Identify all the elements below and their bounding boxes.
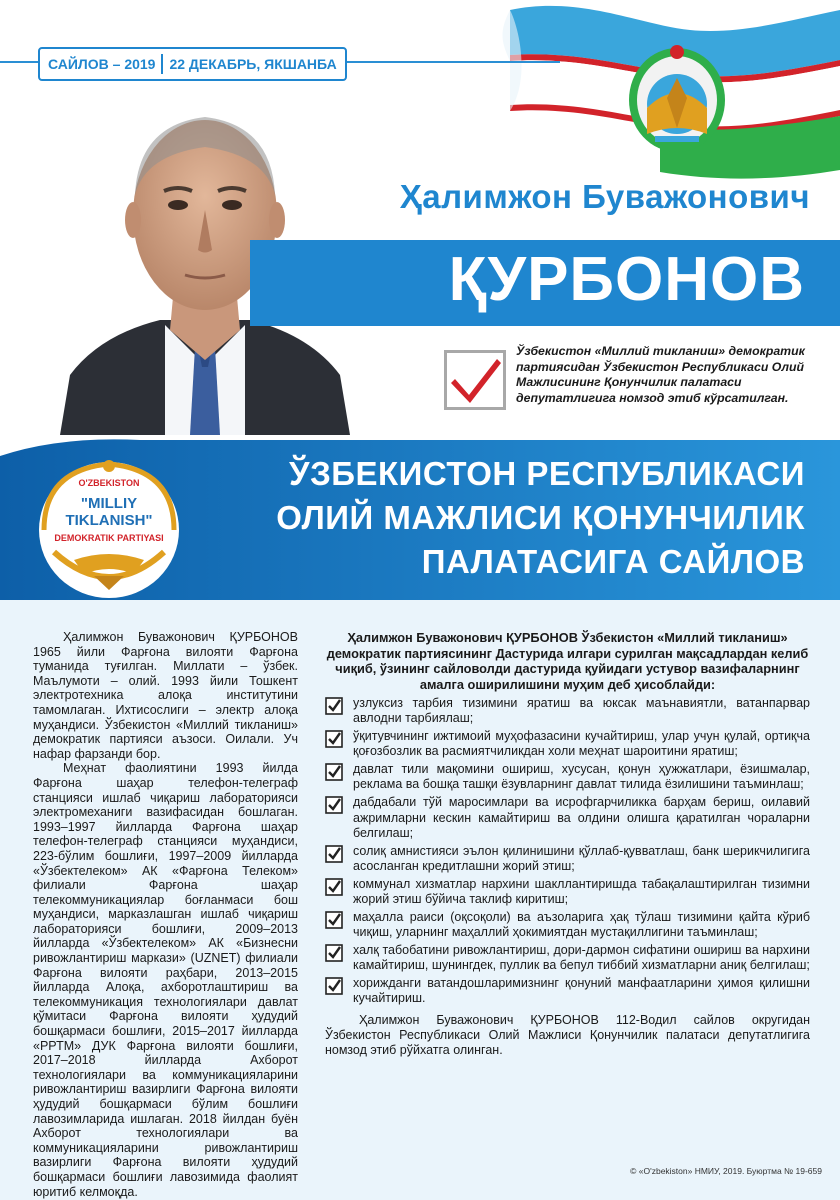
- checkbox-check-icon: [325, 911, 343, 929]
- program-item-text: маҳалла раиси (оқсоқоли) ва аъзоларига ҳақ тўлаш тизимини қайта кўриб чиқиш, уларнинг маҳаллий ҳокимиятдан мустақиллигини таъминлаш;: [353, 909, 810, 940]
- program-item: [325, 844, 810, 875]
- nomination-check-icon: [444, 350, 506, 410]
- checkbox-check-icon: [325, 944, 343, 962]
- program-item-text: хорижданги ватандошларимизнинг қонуний манфаатларини ҳимоя қилишни кучайтириш.: [353, 976, 810, 1006]
- party-logo-line-3: TIKLANISH": [65, 512, 153, 529]
- party-logo-line-2: "MILLIY: [80, 495, 138, 512]
- title-line-2: ОЛИЙ МАЖЛИСИ ҚОНУНЧИЛИК: [276, 499, 805, 536]
- program-intro: Ҳалимжон Буважонович ҚУРБОНОВ Ўзбекистон «Миллий тикланиш» демократик партиясининг Дастурида илгари сурилган мақсадлардан келиб чиқиб, ўзининг сайловолди дастурида қуйидаги устувор вазифаларнинг амалга оширилишини муҳим деб ҳисоблайди:: [326, 630, 809, 692]
- program-item: [325, 877, 810, 908]
- bio-paragraph-1: Ҳалимжон Буважонович ҚУРБОНОВ 1965 йили Фарғона вилояти Фарғона туманида туғилган. Миллати – ўзбек. Маълумоти – олий. 1993 йили Тошкент электротехника алоқа институтини тамомлаган. Ихтисослиги – электр алоқа муҳандиси. Ўзбекистон «Миллий тикланиш» демократик партияси аъзоси. Оилали. Уч нафар фарзанди бор.: [33, 630, 298, 761]
- state-emblem: [625, 38, 730, 156]
- program-item: [325, 976, 810, 1007]
- nomination-text: Ўзбекистон «Миллий тикланиш» демократик партиясидан Ўзбекистон Республикаси Олий Мажлисининг Қонунчилик палатаси депутатлигига номзод этиб кўрсатилган.: [516, 344, 805, 405]
- program-item: [325, 795, 810, 841]
- checkbox-check-icon: [325, 878, 343, 896]
- checkbox-check-icon: [325, 796, 343, 814]
- registration-note: Ҳалимжон Буважонович ҚУРБОНОВ 112-Водил сайлов округидан Ўзбекистон Республикаси Олий Мажлиси Қонунчилик палатаси депутатлигига номзод этиб рўйхатга олинган.: [325, 1012, 810, 1058]
- candidate-surname: ҚУРБОНОВ: [448, 245, 805, 314]
- program-item: [325, 910, 810, 941]
- party-logo: [34, 452, 184, 600]
- program-item: [325, 943, 810, 974]
- program-item: [325, 762, 810, 793]
- print-footer: © «O'zbekiston» НМИУ, 2019. Буюртма № 19-659: [630, 1166, 822, 1176]
- election-program: [325, 630, 810, 1059]
- election-date-tag: [38, 47, 347, 81]
- program-item-text: узлуксиз тарбия тизимини яратиш ва юксак маънавиятли, ватанпарвар авлодни тарбиялаш;: [353, 696, 810, 726]
- election-title: [240, 452, 805, 584]
- program-item: [325, 696, 810, 727]
- candidate-biography: [33, 630, 298, 1199]
- candidate-first-name: Ҳалимжон Буважонович: [399, 178, 810, 215]
- program-list: [325, 696, 810, 1007]
- party-logo-line-4: DEMOKRATIK PARTIYASI: [54, 533, 164, 543]
- bio-paragraph-2: Меҳнат фаолиятини 1993 йилда Фарғона шаҳар телефон-телеграф станцияси ишлаб чиқариш лабораторияси электромеханиги вазифасидан бошлаган. 1993–1997 йилларда Фарғона шаҳар телефон-телеграф станцияси муҳандиси, 223-бўлим бошлиғи, 1997–2009 йилларда «Ўзбектелеком» АК «Фарғона Телеком» филиали Фарғона шаҳар телекоммуникациялар боғланмаси бош муҳандиси, марказлашган ишлаб чиқариш лабораторияси бошлиғи, 2009–2013 йилларда «Ўзбектелеком» АК «Бизнесни ривожлантириш маркази» (UZNET) филиали Фарғона вилояти раҳбари, 2013–2015 йилларда Алоқа, ахборотлаштириш ва телекоммуникация технологиялари давлат қўмитаси Фарғона вилояти ҳудудий бошқармаси бошлиғи, 2015–2017 йилларда «РРТМ» ДУК Фарғона вилояти бошлиғи, 2017–2018 йилларда Ахборот технологиялари ва коммуникацияларини ривожлантириш вазирлиги Фарғона вилояти ҳудудий бошқармаси бўлим бошлиғи лавозимларида ишлаган. 2018 йилдан буён Ахборот технологиялари ва коммуникацияларини ривожлантириш вазирлиги Фарғона вилояти ҳудудий бошқармаси бошлиғи лавозимида фаолият юритиб келмоқда.: [33, 761, 298, 1199]
- election-label: САЙЛОВ – 2019: [48, 56, 156, 72]
- program-item-text: дабдабали тўй маросимлари ва исрофгарчиликка барҳам бериш, оилавий ажримларни кескин камайтириш ва олдини олишга қаратилган чораларни белгилаш;: [353, 795, 810, 840]
- title-line-3: ПАЛАТАСИГА САЙЛОВ: [421, 543, 805, 580]
- checkbox-check-icon: [325, 730, 343, 748]
- red-check-mark-icon: [447, 353, 503, 407]
- program-item: [325, 729, 810, 760]
- checkbox-check-icon: [325, 697, 343, 715]
- program-item-text: солиқ амнистияси эълон қилинишини қўллаб-қувватлаш, банк шерикчилигига асосланган кредитлашни жорий этиш;: [353, 843, 810, 873]
- tag-separator: [161, 54, 163, 74]
- title-line-1: ЎЗБЕКИСТОН РЕСПУБЛИКАСИ: [289, 455, 805, 492]
- checkbox-check-icon: [325, 763, 343, 781]
- program-item-text: ўқитувчининг ижтимоий муҳофазасини кучайтириш, улар учун қулай, ортиқча қоғозбозлик ва расмиятчиликдан холи меҳнат шароитини яратиш;: [353, 729, 810, 759]
- checkbox-check-icon: [325, 845, 343, 863]
- checkbox-check-icon: [325, 977, 343, 995]
- program-item-text: давлат тили мақомини ошириш, хусусан, қонун ҳужжатлари, ёзишмалар, реклама ва бошқа ташқи ёзувларнинг давлат тилида ёзилишини таъминлаш;: [353, 762, 810, 792]
- election-date: 22 ДЕКАБРЬ, ЯКШАНБА: [169, 56, 337, 72]
- program-item-text: коммунал хизматлар нархини шакллантиришда табақалаштирилган тизимни жорий этиш бўйича таклиф киритиш;: [353, 876, 810, 907]
- program-item-text: халқ табобатини ривожлантириш, дори-дармон сифатини ошириш ва нархини камайтириш, шунингдек, пуллик ва бепул тиббий хизматларни аниқ белгилаш;: [353, 942, 810, 973]
- party-logo-line-1: O'ZBEKISTON: [78, 478, 140, 488]
